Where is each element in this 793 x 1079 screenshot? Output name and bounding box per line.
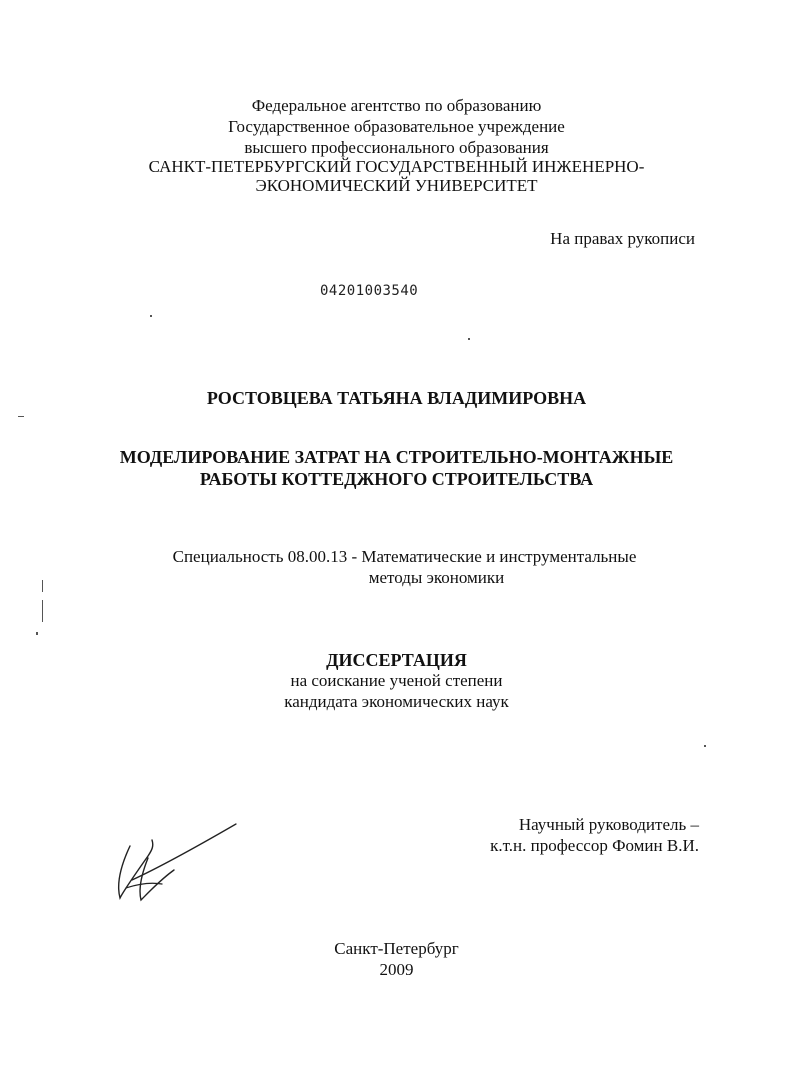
city: Санкт-Петербург (334, 939, 459, 958)
scan-speck (468, 338, 470, 340)
manuscript-rights: На правах рукописи (550, 229, 695, 248)
header-university-name-1: САНКТ-ПЕТЕРБУРГСКИЙ ГОСУДАРСТВЕННЫЙ ИНЖЕНЕРНО- (148, 157, 645, 176)
specialty-line-1: Специальность 08.00.13 - Математические и инструментальные (172, 547, 637, 566)
dissertation-heading: ДИССЕРТАЦИЯ (326, 650, 467, 670)
author-name: РОСТОВЦЕВА ТАТЬЯНА ВЛАДИМИРОВНА (206, 388, 587, 408)
scan-speck (42, 600, 43, 622)
year: 2009 (379, 960, 414, 979)
scan-speck (18, 416, 24, 417)
specialty-line-2: методы экономики (368, 568, 505, 587)
header-education-level: высшего профессионального образования (244, 138, 549, 157)
degree-line-1: на соискание ученой степени (290, 671, 503, 690)
scan-speck (42, 580, 43, 592)
dissertation-title-2: РАБОТЫ КОТТЕДЖНОГО СТРОИТЕЛЬСТВА (199, 469, 594, 489)
dissertation-title-1: МОДЕЛИРОВАНИЕ ЗАТРАТ НА СТРОИТЕЛЬНО-МОНТАЖНЫЕ (119, 447, 674, 467)
scan-speck (704, 745, 706, 747)
header-university-name-2: ЭКОНОМИЧЕСКИЙ УНИВЕРСИТЕТ (255, 176, 538, 195)
degree-line-2: кандидата экономических наук (284, 692, 509, 711)
signature-icon (108, 818, 248, 908)
scan-speck (36, 632, 38, 635)
supervisor-label: Научный руководитель – (518, 815, 699, 834)
header-institution-type: Государственное образовательное учреждение (228, 117, 565, 136)
header-agency: Федеральное агентство по образованию (251, 96, 542, 115)
library-code: 04201003540 (320, 283, 419, 299)
scan-speck (150, 315, 152, 317)
supervisor-name: к.т.н. профессор Фомин В.И. (490, 836, 699, 855)
